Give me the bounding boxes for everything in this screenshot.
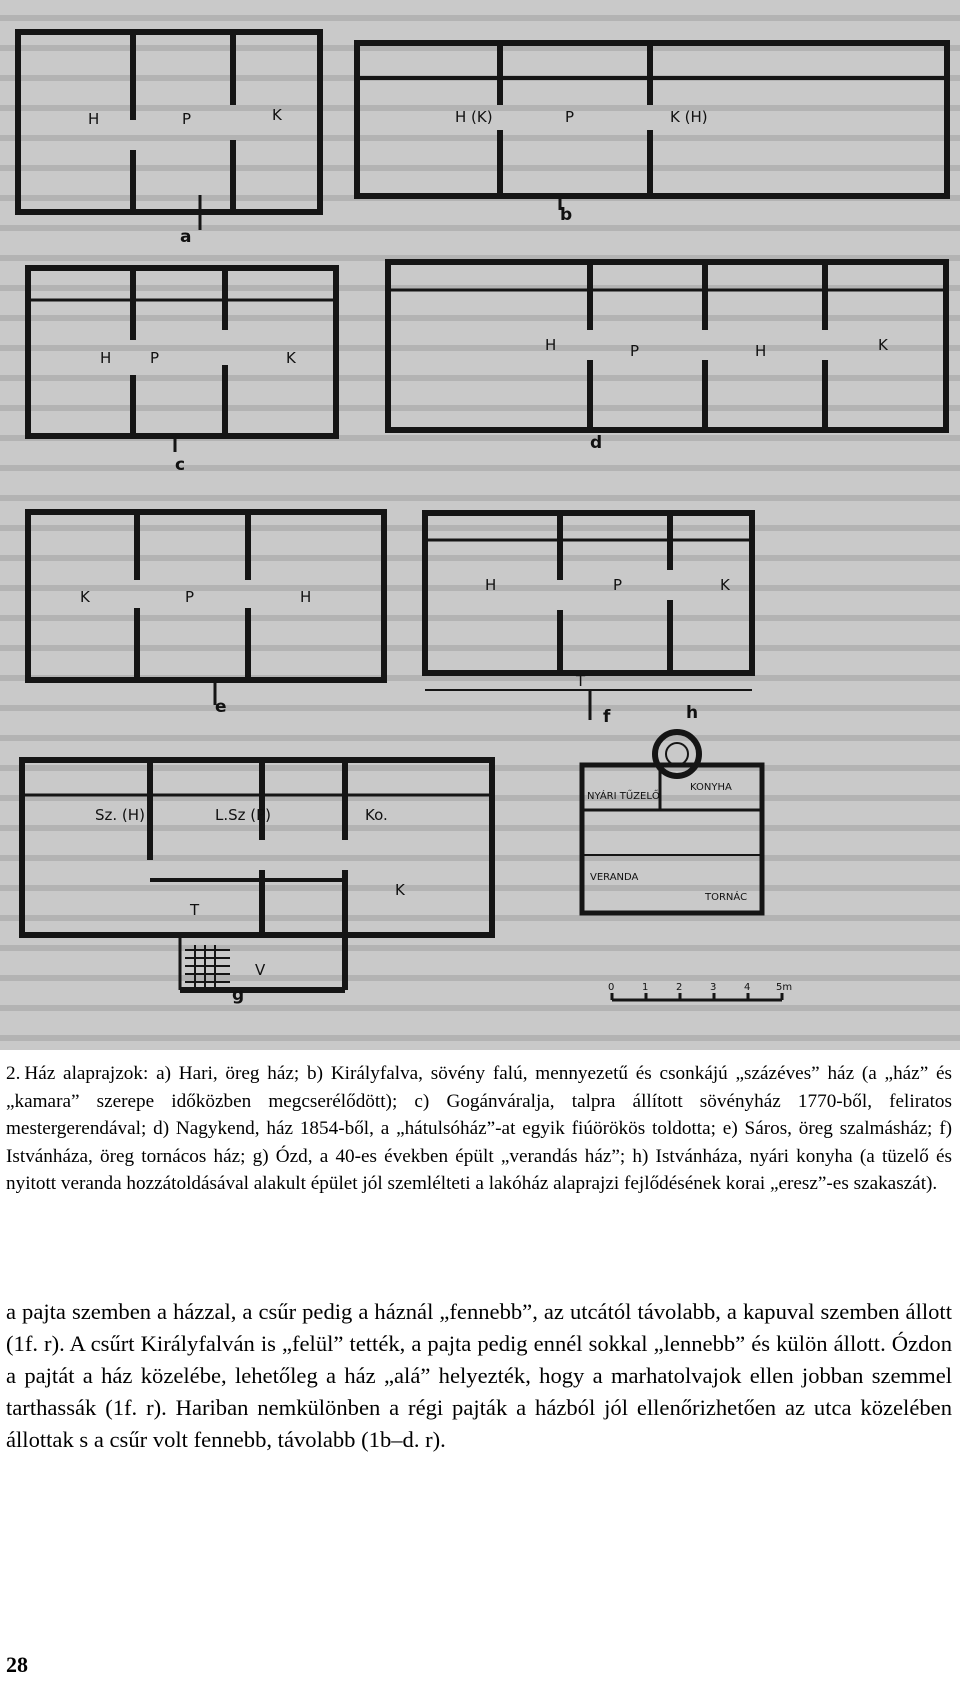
scale-tick: 1 [642,982,649,993]
room-label: P [613,576,623,594]
page-number: 28 [6,1652,28,1677]
room-label: H [100,349,112,367]
room-label: P [150,349,160,367]
room-label: K [720,576,730,594]
room-label: Ko. [365,806,388,824]
room-label: H [485,576,497,594]
scale-tick: 2 [676,982,683,993]
plan-letter: f [603,707,611,727]
room-label: KONYHA [690,782,732,793]
room-label: Sz. (H) [95,806,145,824]
plan-letter: g [232,985,245,1005]
plan-letter: d [590,433,603,453]
room-label: H [300,588,312,606]
scale-tick: 5m [776,982,793,993]
scale-tick: 0 [608,982,615,993]
room-label: TORNÁC [705,892,748,903]
caption-text: Ház alaprajzok: a) Hari, öreg ház; b) Királyfalva, sövény falú, mennyezetű és csonkájú „százéves” ház (a „ház” és „kamara” szerepe időközben megcserélődött); c) Gogánváralja, talpra állított sövényház 1770-ből, feliratos mestergerendával; d) Nagykend, ház 1854-ből, a „hátulsóház”-at egyik fiúörökös toldotta; e) Sáros, öreg szalmásház; f) Istvánháza, öreg tornácos ház; g) Ózd, a 40-es években épült „verandás ház”; h) Istvánháza, nyári konyha (a tüzelő és nyitott veranda hozzátoldásával alakult épület jól szemlélteti a lakóház alaprajzi fejlődésének korai „eresz”-es szakaszát). [6,1063,952,1194]
room-label: NYÁRI TŰZELŐ [587,791,660,802]
room-label: P [185,588,195,606]
caption-number: 2. [6,1063,21,1084]
plan-letter: h [686,703,699,723]
room-label: K (H) [670,108,708,126]
scale-tick: 4 [744,982,751,993]
room-label: H [755,342,767,360]
room-label: T [190,901,200,919]
room-label: K [878,336,888,354]
figure-caption [6,1060,952,1198]
room-label: L.Sz (P) [215,806,272,824]
scale-tick: 3 [710,982,717,993]
plan-letter: c [175,455,186,475]
room-label: K [272,106,282,124]
room-label: H [545,336,557,354]
room-label: H (K) [455,108,493,126]
plan-letter: e [215,697,227,717]
body-paragraph: a pajta szemben a házzal, a csűr pedig a háznál „fennebb”, az utcától távolabb, a kapuval szemben állott (1f. r). A csűrt Királyfalván is „felül” tették, a pajta pedig ennél sokkal „lennebb” és külön állott. Ózdon a pajtát a ház közelébe, lehetőleg a ház „alá” helyezték, hogy a marhatolvajok ellen jobban szemmel tarthassák (1f. r). Hariban nemkülönben a régi pajták a házból jól ellenőrizhetően az utca közelében állottak s a csűr volt fennebb, távolabb (1b–d. r). [6,1299,952,1452]
room-label: VERANDA [590,872,639,883]
room-label: V [255,961,266,979]
room-label: P [565,108,575,126]
room-label: T [576,672,586,690]
room-label: K [80,588,90,606]
room-label: P [630,342,640,360]
plan-letter: b [560,205,573,225]
room-label: P [182,110,192,128]
room-label: K [395,881,405,899]
plan-letter: a [180,227,192,247]
room-label: H [88,110,100,128]
room-label: K [286,349,296,367]
